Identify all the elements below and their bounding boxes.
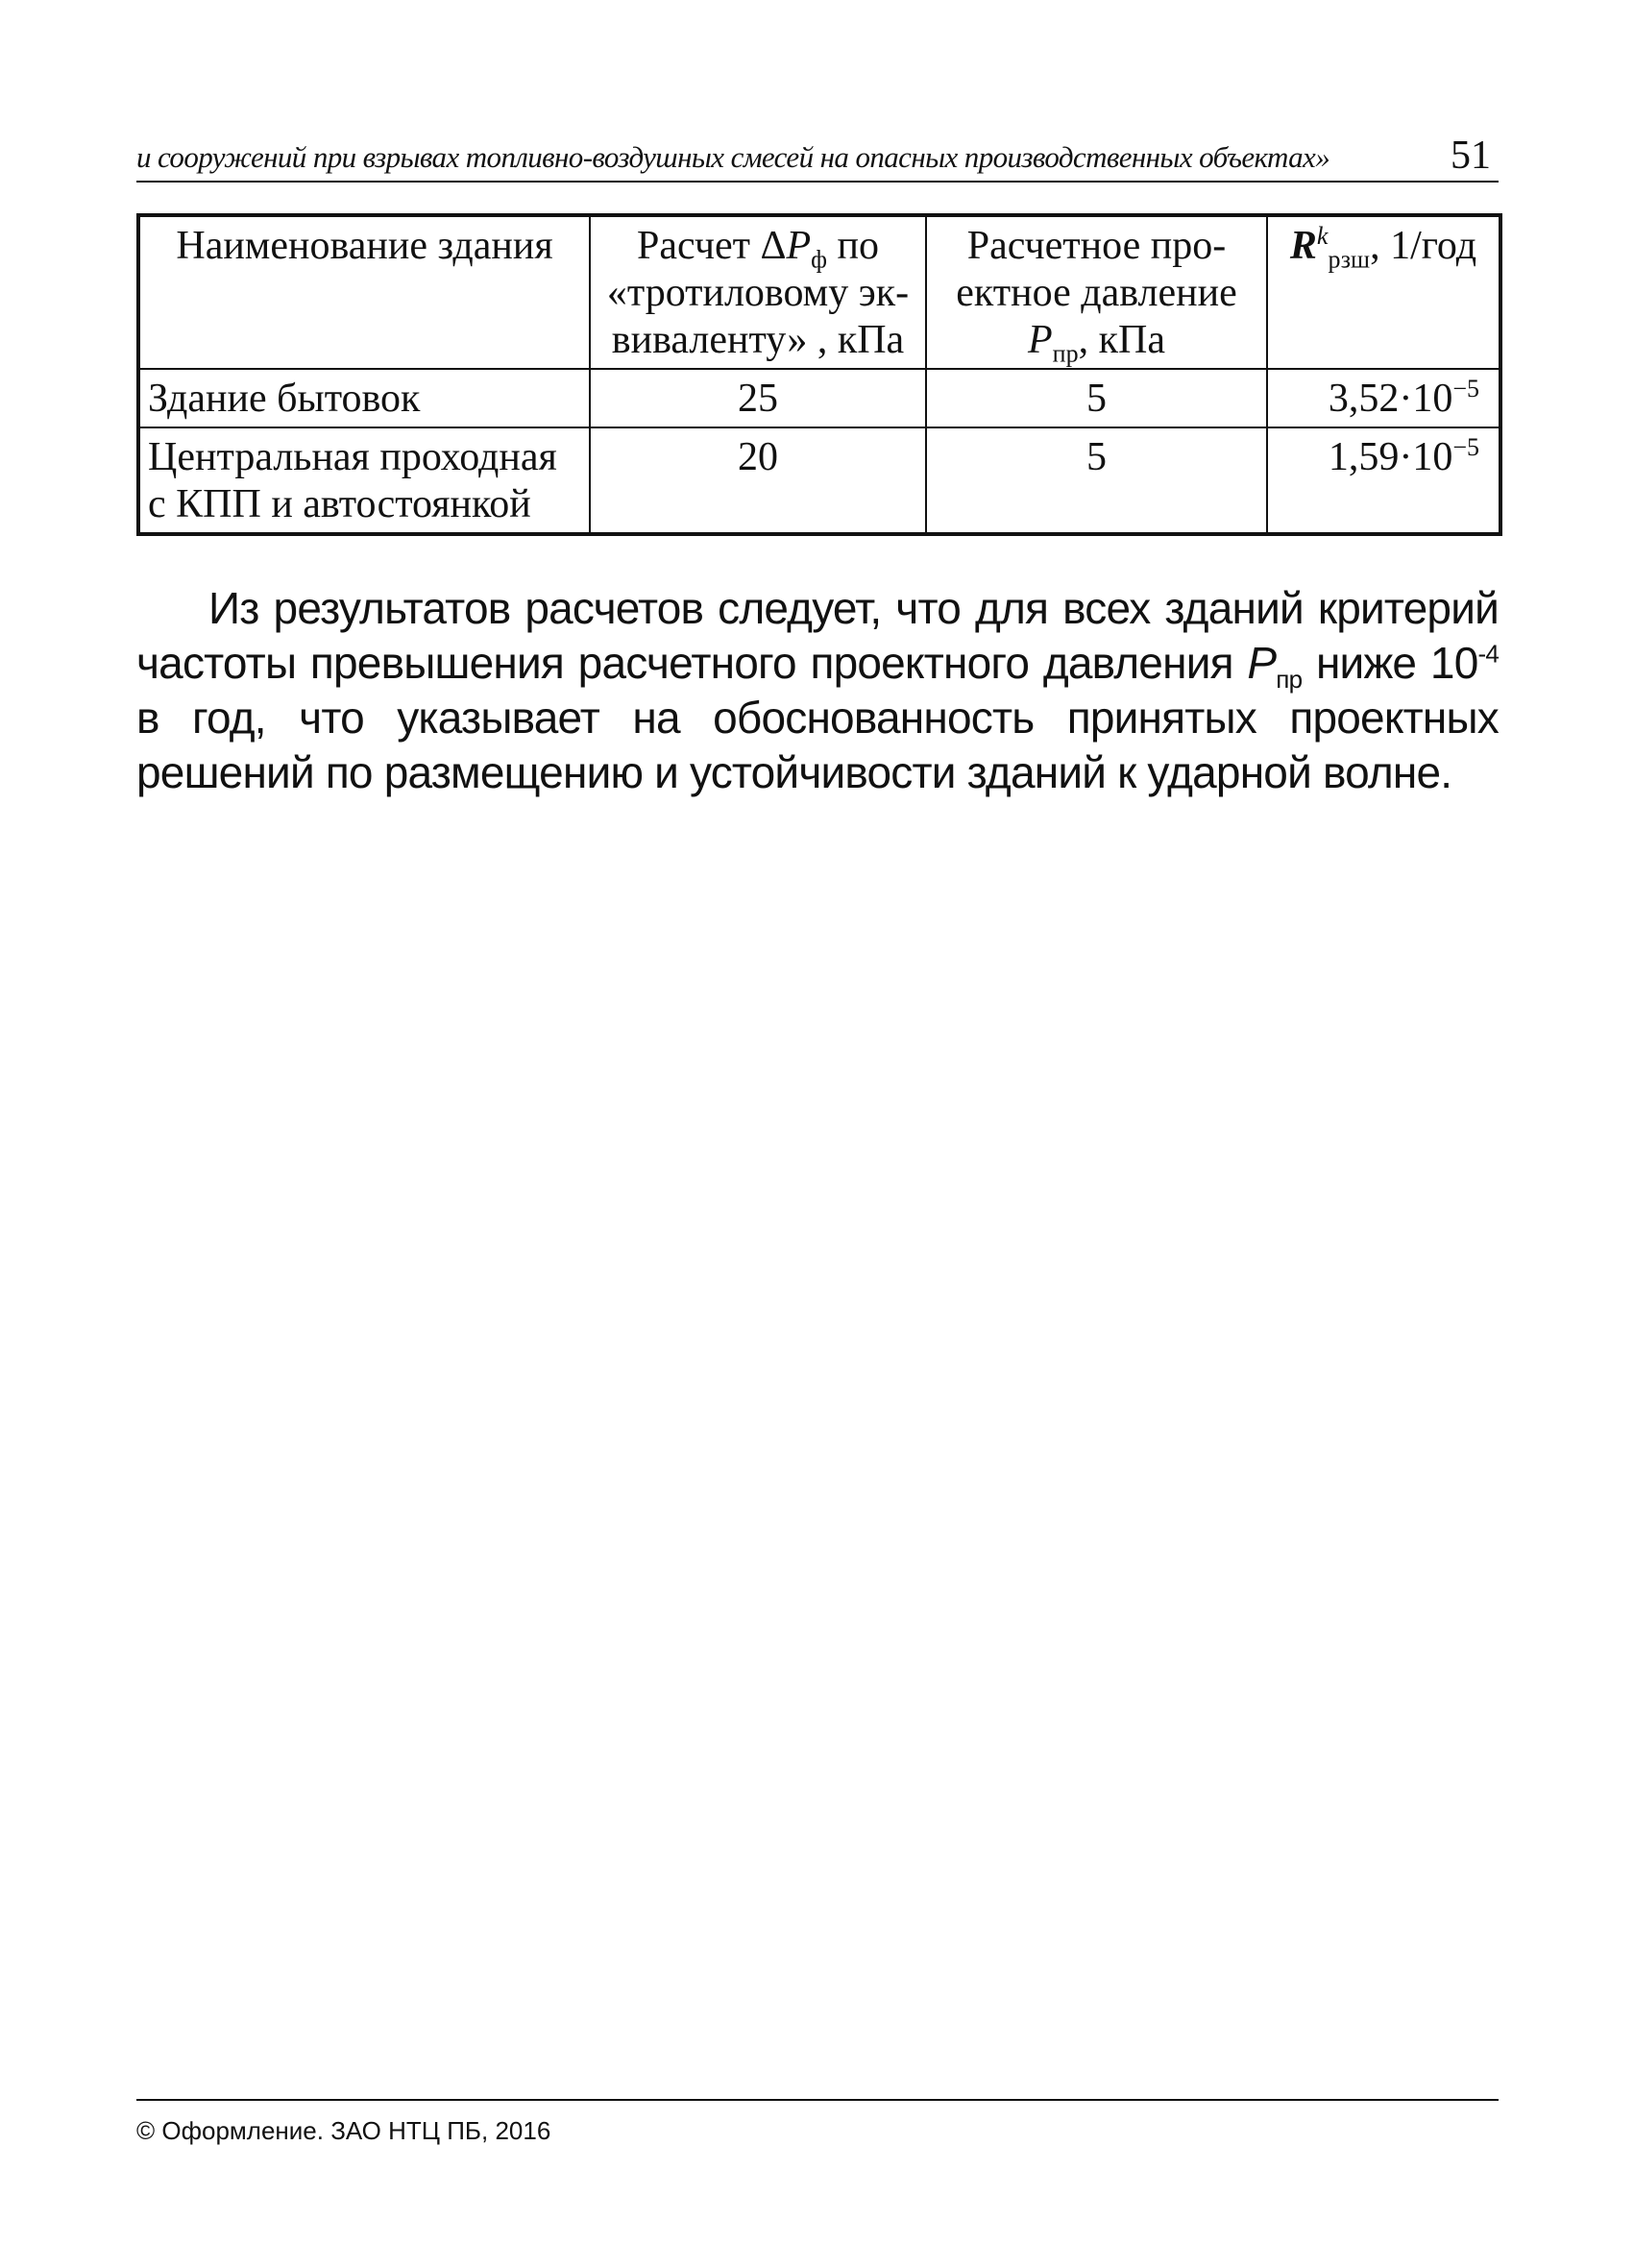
header-title: и сооружений при взрывах топливно-воздушных смесей на опасных производственных объектах» bbox=[136, 140, 1330, 174]
cell-risk: $3,52\cdot 10^{-5}$ bbox=[1267, 369, 1500, 427]
conclusion-paragraph: Из результатов расчетов следует, что для всех зданий критерий частоты превышения расчетного проектного давления $P_{пр}$ ниже $10^{-4}$ в год, что указывает на обоснованность принятых проектных решений по размещению и устойчивости зданий к ударной волне. bbox=[136, 583, 1500, 797]
cell-building-name: Центральная проходная с КПП и автостоянкой bbox=[138, 427, 590, 534]
cell-building-name: Здание бытовок bbox=[138, 369, 590, 427]
footer-copyright: © Оформление. ЗАО НТЦ ПБ, 2016 bbox=[136, 2116, 551, 2145]
footer-divider bbox=[136, 2099, 1499, 2101]
page-number: 51 bbox=[1451, 134, 1491, 178]
cell-risk: $1,59\cdot 10^{-5}$ bbox=[1267, 427, 1500, 534]
running-header bbox=[136, 134, 1499, 183]
table-header-row bbox=[138, 215, 1500, 369]
cell-tnt-calc: 20 bbox=[590, 427, 926, 534]
table-row bbox=[138, 427, 1500, 534]
table-row bbox=[138, 369, 1500, 427]
cell-design-pressure: 5 bbox=[926, 427, 1267, 534]
buildings-table bbox=[136, 213, 1502, 536]
col-header-tnt-calc: Расчет $\Delta P_ф$ по «тротиловому эк- виваленту» , кПа bbox=[590, 215, 926, 369]
cell-tnt-calc: 25 bbox=[590, 369, 926, 427]
cell-design-pressure: 5 bbox=[926, 369, 1267, 427]
col-header-design-pressure: Расчетное про- ектное давление $P_{пр}$, кПа bbox=[926, 215, 1267, 369]
col-header-risk: $R^k_{рзш}$, 1/год bbox=[1267, 215, 1500, 369]
col-header-name: Наименование здания bbox=[138, 215, 590, 369]
